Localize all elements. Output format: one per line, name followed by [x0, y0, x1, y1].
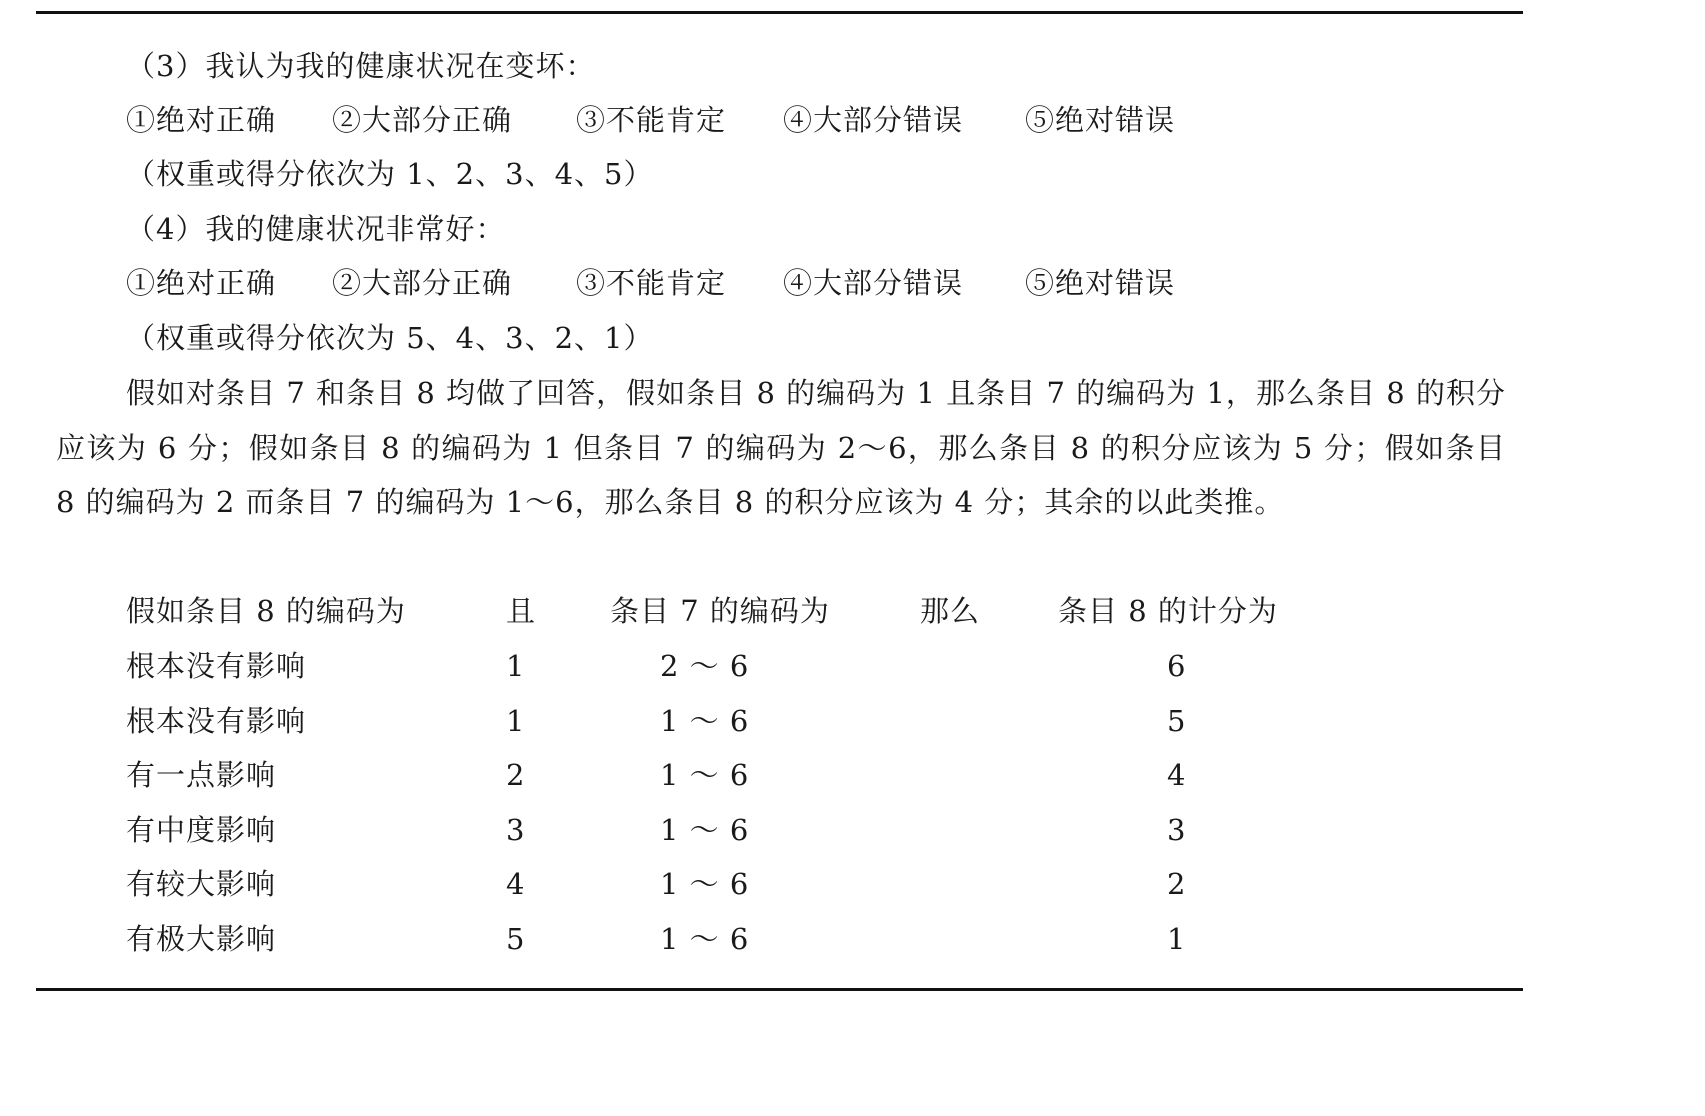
row-score: 3 [1167, 813, 1187, 847]
bottom-rule [36, 988, 1523, 991]
row-item8-code: 4 [506, 867, 526, 901]
row-score: 1 [1167, 922, 1187, 956]
row-item7-range: 1 ～ 6 [660, 704, 750, 738]
table-row [0, 756, 1552, 796]
top-rule [36, 11, 1523, 14]
row-score: 4 [1167, 758, 1187, 792]
q4-option-4: ④大部分错误 [783, 266, 964, 300]
table-row [0, 920, 1552, 960]
q3-option-1: ①绝对正确 [126, 103, 277, 137]
row-label: 有较大影响 [126, 867, 277, 901]
row-item7-range: 1 ～ 6 [660, 922, 750, 956]
q4-option-2: ②大部分正确 [332, 266, 513, 300]
row-item8-code: 1 [506, 704, 526, 738]
table-row [0, 702, 1552, 742]
row-item7-range: 2 ～ 6 [660, 649, 750, 683]
row-score: 5 [1167, 704, 1187, 738]
header-item7-code: 条目 7 的编码为 [610, 594, 830, 628]
q4-title: （4）我的健康状况非常好： [126, 212, 506, 246]
table-row [0, 647, 1552, 687]
q4-option-1: ①绝对正确 [126, 266, 277, 300]
table-row [0, 811, 1552, 851]
table-header [0, 592, 1552, 632]
q4-options [126, 264, 1226, 302]
row-item8-code: 2 [506, 758, 526, 792]
row-label: 根本没有影响 [126, 704, 307, 738]
row-item7-range: 1 ～ 6 [660, 813, 750, 847]
q3-option-3: ③不能肯定 [576, 103, 727, 137]
row-item8-code: 1 [506, 649, 526, 683]
row-label: 有极大影响 [126, 922, 277, 956]
q3-weights: （权重或得分依次为 1、2、3、4、5） [126, 157, 654, 191]
row-label: 有中度影响 [126, 813, 277, 847]
row-item7-range: 1 ～ 6 [660, 758, 750, 792]
header-item8-code: 假如条目 8 的编码为 [126, 594, 406, 628]
q4-option-5: ⑤绝对错误 [1025, 266, 1176, 300]
q4-weights: （权重或得分依次为 5、4、3、2、1） [126, 321, 654, 355]
header-then: 那么 [920, 594, 981, 628]
header-and: 且 [506, 594, 537, 628]
q3-options [126, 101, 1226, 139]
row-label: 根本没有影响 [126, 649, 307, 683]
row-score: 2 [1167, 867, 1187, 901]
table-row [0, 865, 1552, 905]
q3-option-2: ②大部分正确 [332, 103, 513, 137]
q3-option-5: ⑤绝对错误 [1025, 103, 1176, 137]
q3-option-4: ④大部分错误 [783, 103, 964, 137]
q4-option-3: ③不能肯定 [576, 266, 727, 300]
scoring-paragraph: 假如对条目 7 和条目 8 均做了回答，假如条目 8 的编码为 1 且条目 7 的编码为 1，那么条目 8 的积分应该为 6 分；假如条目 8 的编码为 1 但条目 7 的编码为 2～6，那么条目 8 的积分应该为 5 分；假如条目 8 的编码为 2 而条目 7 的编码为 1～6，那么条目 8 的积分应该为 4 分；其余的以此类推。 [56, 376, 1506, 519]
header-item8-score: 条目 8 的计分为 [1058, 594, 1278, 628]
row-item7-range: 1 ～ 6 [660, 867, 750, 901]
q3-title: （3）我认为我的健康状况在变坏： [126, 49, 596, 83]
row-item8-code: 3 [506, 813, 526, 847]
row-label: 有一点影响 [126, 758, 277, 792]
row-score: 6 [1167, 649, 1187, 683]
row-item8-code: 5 [506, 922, 526, 956]
